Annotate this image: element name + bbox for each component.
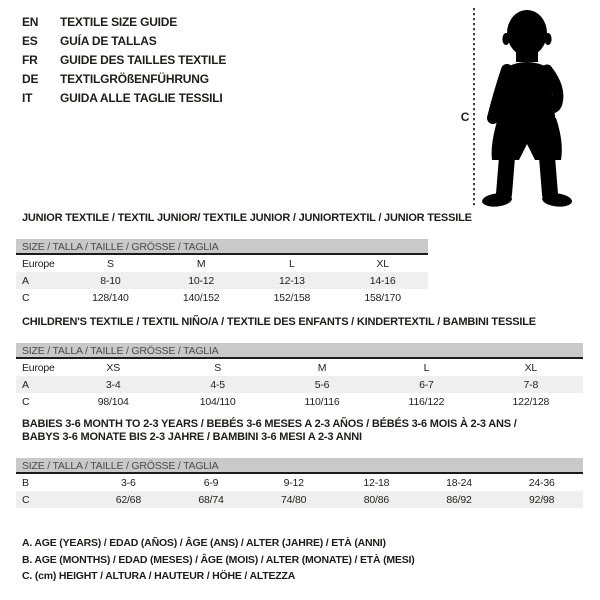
table-row: [16, 491, 583, 508]
language-title: GUÍA DE TALLAS: [60, 33, 157, 48]
table-cell: XL: [524, 361, 538, 374]
row-label: Europe: [22, 257, 55, 270]
table-cell: 80/86: [363, 493, 389, 506]
table-cell: 18-24: [446, 476, 472, 489]
table-row: [16, 393, 583, 410]
size-table-babies: [16, 474, 583, 508]
section-junior-textile: [16, 212, 583, 306]
section-title: CHILDREN'S TEXTILE / TEXTIL NIÑO/A / TEXTILE DES ENFANTS / KINDERTEXTIL / BAMBINI TESSILE: [22, 316, 536, 328]
size-header-bar: SIZE / TALLA / TAILLE / GRÖSSE / TAGLIA: [16, 343, 583, 359]
table-cell: L: [423, 361, 430, 374]
table-cell: 62/68: [115, 493, 141, 506]
table-row: [16, 272, 428, 289]
table-cell: S: [106, 257, 114, 270]
footnote-height: C. (cm) HEIGHT / ALTURA / HAUTEUR / HÖHE / ALTEZZA: [22, 570, 296, 582]
row-label: Europe: [22, 361, 55, 374]
toddler-figure: [445, 2, 600, 210]
height-marker-label: C: [460, 110, 470, 124]
language-code: DE: [22, 71, 39, 86]
table-cell: 92/98: [529, 493, 555, 506]
table-cell: 128/140: [92, 291, 129, 304]
row-label: C: [22, 291, 30, 304]
table-cell: 3-6: [121, 476, 136, 489]
footnote-legend: [22, 535, 415, 585]
table-cell: 12-18: [363, 476, 390, 489]
table-cell: 6-7: [419, 378, 434, 391]
size-header-bar: SIZE / TALLA / TAILLE / GRÖSSE / TAGLIA: [16, 458, 583, 474]
language-title: TEXTILE SIZE GUIDE: [60, 14, 178, 29]
table-cell: 14-16: [369, 274, 396, 287]
table-cell: 10-12: [188, 274, 215, 287]
section-title: JUNIOR TEXTILE / TEXTIL JUNIOR/ TEXTILE JUNIOR / JUNIORTEXTIL / JUNIOR TESSILE: [22, 212, 472, 224]
language-row: [22, 88, 226, 107]
table-cell: 152/158: [273, 291, 311, 304]
language-row: [22, 50, 226, 69]
table-cell: 116/122: [408, 395, 445, 408]
language-title-list: [22, 12, 226, 107]
table-cell: S: [214, 361, 222, 374]
table-cell: 68/74: [198, 493, 224, 506]
table-cell: 110/116: [304, 395, 340, 408]
table-row: [16, 474, 583, 491]
size-header-bar: SIZE / TALLA / TAILLE / GRÖSSE / TAGLIA: [16, 239, 428, 255]
table-cell: 74/80: [281, 493, 307, 506]
table-cell: 86/92: [446, 493, 472, 506]
section-babies-textile: [16, 418, 583, 508]
language-code: EN: [22, 14, 39, 29]
row-label: A: [22, 378, 29, 391]
row-label: B: [22, 476, 29, 489]
table-cell: 158/170: [364, 291, 401, 304]
section-title: BABIES 3-6 MONTH TO 2-3 YEARS / BEBÉS 3-6 MESES A 2-3 AÑOS / BÉBÉS 3-6 MOIS À 2-3 ANS /: [22, 418, 517, 430]
language-title: TEXTILGRÖßENFÜHRUNG: [60, 71, 209, 86]
table-row: [16, 376, 583, 393]
size-table-junior: [16, 255, 428, 306]
table-cell: M: [196, 257, 206, 270]
table-row: [16, 359, 583, 376]
table-cell: 98/104: [97, 395, 129, 408]
language-row: [22, 31, 226, 50]
table-cell: XL: [376, 257, 389, 270]
language-title: GUIDA ALLE TAGLIE TESSILI: [60, 90, 223, 105]
section-title-line-2: BABYS 3-6 MONATE BIS 2-3 JAHRE / BAMBINI 3-6 MESI A 2-3 ANNI: [22, 431, 362, 443]
table-cell: 6-9: [203, 476, 219, 489]
table-cell: 8-10: [100, 274, 121, 287]
table-cell: L: [289, 257, 295, 270]
table-cell: 5-6: [314, 378, 330, 391]
table-cell: 122/128: [512, 395, 550, 408]
table-cell: 12-13: [278, 274, 305, 287]
section-childrens-textile: [16, 316, 583, 410]
language-title: GUIDE DES TAILLES TEXTILE: [60, 52, 227, 67]
size-table-children: [16, 359, 583, 410]
table-row: [16, 255, 428, 272]
table-cell: 7-8: [523, 378, 539, 391]
table-cell: 9-12: [283, 476, 304, 489]
row-label: C: [22, 395, 30, 408]
table-cell: 104/110: [199, 395, 236, 408]
table-cell: 3-4: [105, 378, 121, 391]
footnote-age-years: A. AGE (YEARS) / EDAD (AÑOS) / ÂGE (ANS) / ALTER (JAHRE) / ETÀ (ANNI): [22, 537, 386, 549]
row-label: C: [22, 493, 30, 506]
table-cell: XS: [106, 361, 120, 374]
table-row: [16, 289, 428, 306]
language-code: IT: [22, 90, 33, 105]
table-cell: 4-5: [210, 378, 225, 391]
table-cell: M: [317, 361, 327, 374]
table-cell: 24-36: [528, 476, 555, 489]
language-code: ES: [22, 33, 38, 48]
language-code: FR: [22, 52, 38, 67]
toddler-silhouette-icon: [481, 10, 572, 208]
language-row: [22, 12, 226, 31]
footnote-age-months: B. AGE (MONTHS) / EDAD (MESES) / ÂGE (MOIS) / ALTER (MONATE) / ETÀ (MESI): [22, 553, 415, 566]
table-cell: 140/152: [182, 291, 220, 304]
language-row: [22, 69, 226, 88]
row-label: A: [22, 274, 29, 287]
